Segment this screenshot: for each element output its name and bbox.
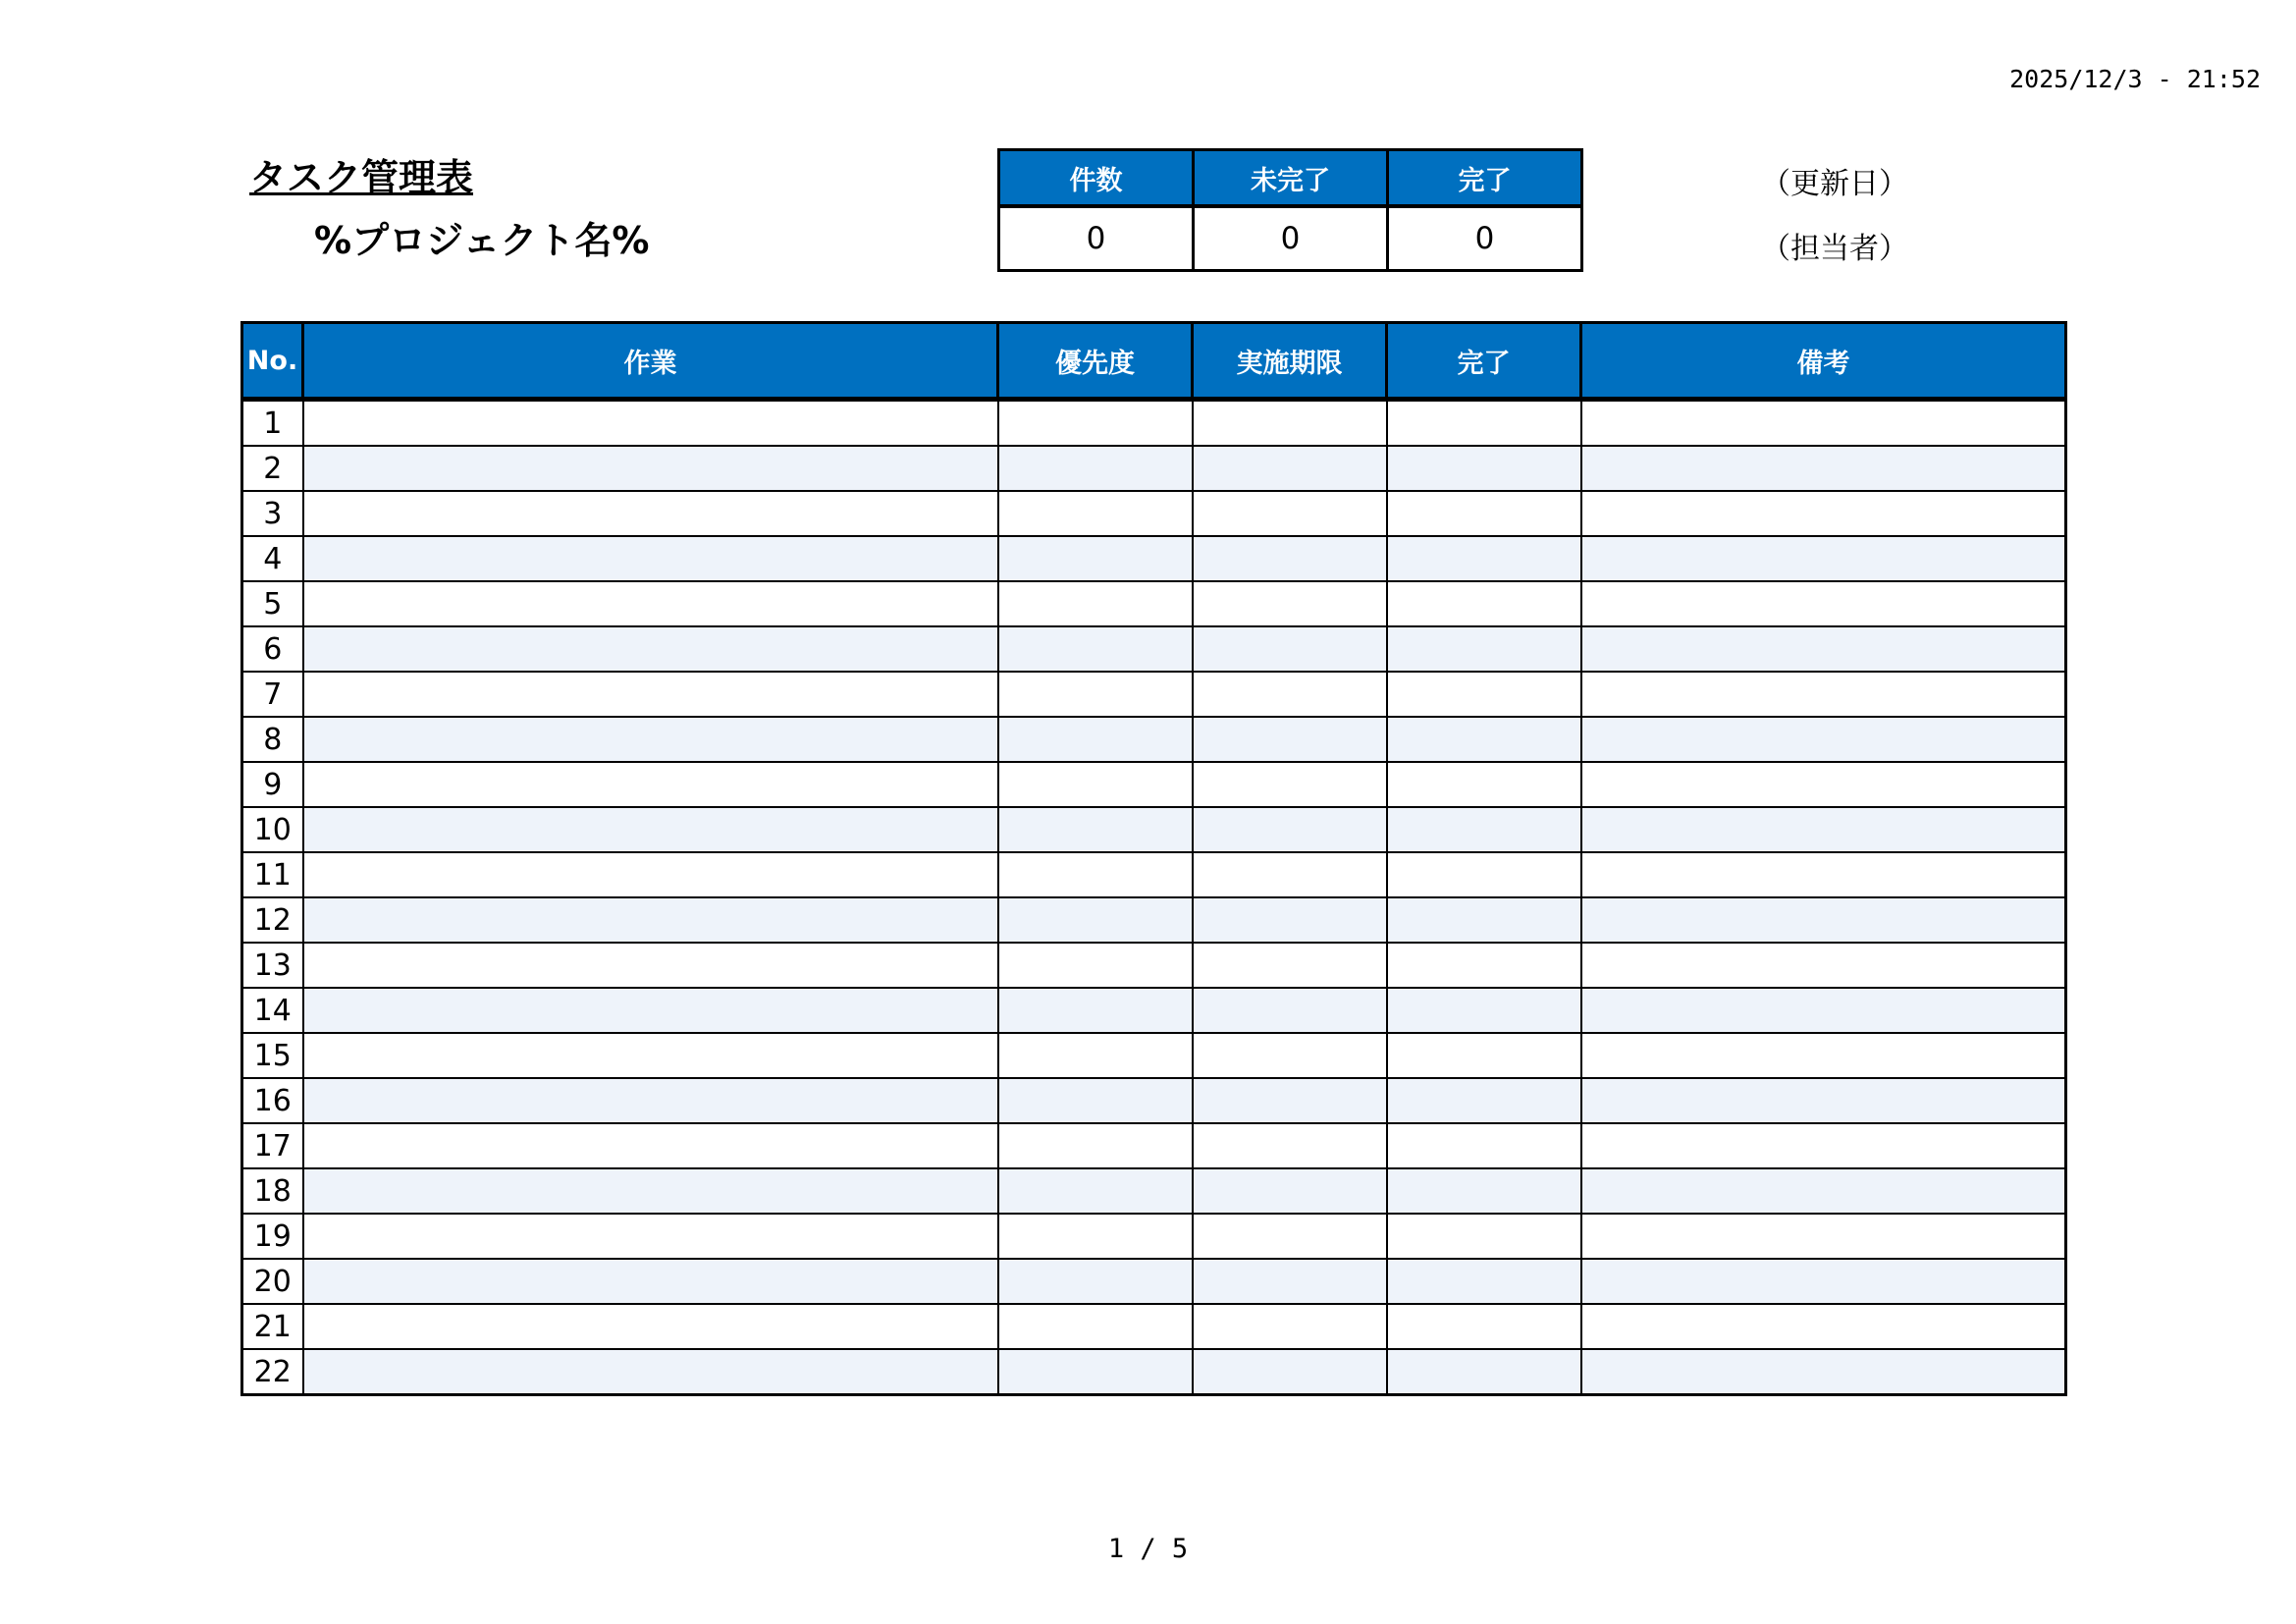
done-cell[interactable] [1387, 897, 1581, 943]
notes-cell[interactable] [1581, 897, 2066, 943]
priority-cell[interactable] [998, 626, 1193, 672]
summary-value-complete: 0 [1388, 206, 1582, 271]
col-header-task: 作業 [303, 323, 998, 400]
done-cell[interactable] [1387, 852, 1581, 897]
priority-cell[interactable] [998, 762, 1193, 807]
task-cell[interactable] [303, 1349, 998, 1395]
deadline-cell[interactable] [1193, 1168, 1387, 1214]
done-cell[interactable] [1387, 1214, 1581, 1259]
priority-cell[interactable] [998, 536, 1193, 581]
task-cell[interactable] [303, 897, 998, 943]
deadline-cell[interactable] [1193, 672, 1387, 717]
priority-cell[interactable] [998, 1304, 1193, 1349]
col-header-done: 完了 [1387, 323, 1581, 400]
table-row [242, 852, 2066, 897]
table-row [242, 400, 2066, 447]
task-cell[interactable] [303, 943, 998, 988]
task-cell[interactable] [303, 1078, 998, 1123]
priority-cell[interactable] [998, 943, 1193, 988]
row-number: 19 [242, 1214, 303, 1259]
summary-value-incomplete: 0 [1194, 206, 1388, 271]
priority-cell[interactable] [998, 1123, 1193, 1168]
done-cell[interactable] [1387, 1168, 1581, 1214]
task-table [240, 321, 2067, 1396]
done-cell[interactable] [1387, 446, 1581, 491]
page-number: 1 / 5 [1107, 1534, 1189, 1564]
priority-cell[interactable] [998, 1078, 1193, 1123]
task-cell[interactable] [303, 988, 998, 1033]
task-cell[interactable] [303, 1123, 998, 1168]
table-row [242, 807, 2066, 852]
deadline-cell[interactable] [1193, 1349, 1387, 1395]
priority-cell[interactable] [998, 446, 1193, 491]
row-number: 7 [242, 672, 303, 717]
done-cell[interactable] [1387, 762, 1581, 807]
notes-cell[interactable] [1581, 536, 2066, 581]
summary-header-complete: 完了 [1388, 150, 1582, 207]
col-header-priority: 優先度 [998, 323, 1193, 400]
row-number: 2 [242, 446, 303, 491]
notes-cell[interactable] [1581, 1349, 2066, 1395]
row-number: 11 [242, 852, 303, 897]
table-row [242, 1123, 2066, 1168]
done-cell[interactable] [1387, 1349, 1581, 1395]
notes-cell[interactable] [1581, 852, 2066, 897]
notes-cell[interactable] [1581, 1123, 2066, 1168]
deadline-cell[interactable] [1193, 717, 1387, 762]
notes-cell[interactable] [1581, 807, 2066, 852]
row-number: 18 [242, 1168, 303, 1214]
done-cell[interactable] [1387, 1259, 1581, 1304]
task-cell[interactable] [303, 852, 998, 897]
task-cell[interactable] [303, 1168, 998, 1214]
col-header-notes: 備考 [1581, 323, 2066, 400]
table-row [242, 897, 2066, 943]
table-row [242, 1214, 2066, 1259]
task-cell[interactable] [303, 672, 998, 717]
task-cell[interactable] [303, 1259, 998, 1304]
table-row [242, 717, 2066, 762]
done-cell[interactable] [1387, 1078, 1581, 1123]
table-row [242, 1349, 2066, 1395]
priority-cell[interactable] [998, 988, 1193, 1033]
notes-cell[interactable] [1581, 400, 2066, 447]
table-row [242, 626, 2066, 672]
deadline-cell[interactable] [1193, 1033, 1387, 1078]
deadline-cell[interactable] [1193, 1214, 1387, 1259]
row-number: 5 [242, 581, 303, 626]
col-header-deadline: 実施期限 [1193, 323, 1387, 400]
priority-cell[interactable] [998, 897, 1193, 943]
summary-box [997, 148, 1583, 272]
done-cell[interactable] [1387, 1304, 1581, 1349]
table-row [242, 1078, 2066, 1123]
priority-cell[interactable] [998, 852, 1193, 897]
table-row [242, 491, 2066, 536]
row-number: 8 [242, 717, 303, 762]
notes-cell[interactable] [1581, 943, 2066, 988]
table-row [242, 1033, 2066, 1078]
priority-cell[interactable] [998, 717, 1193, 762]
deadline-cell[interactable] [1193, 1304, 1387, 1349]
done-cell[interactable] [1387, 400, 1581, 447]
row-number: 4 [242, 536, 303, 581]
notes-cell[interactable] [1581, 491, 2066, 536]
deadline-cell[interactable] [1193, 1078, 1387, 1123]
row-number: 22 [242, 1349, 303, 1395]
deadline-cell[interactable] [1193, 626, 1387, 672]
done-cell[interactable] [1387, 1123, 1581, 1168]
summary-value-count: 0 [999, 206, 1194, 271]
done-cell[interactable] [1387, 1033, 1581, 1078]
priority-cell[interactable] [998, 672, 1193, 717]
notes-cell[interactable] [1581, 1214, 2066, 1259]
notes-cell[interactable] [1581, 626, 2066, 672]
deadline-cell[interactable] [1193, 581, 1387, 626]
priority-cell[interactable] [998, 400, 1193, 447]
notes-cell[interactable] [1581, 1078, 2066, 1123]
notes-cell[interactable] [1581, 762, 2066, 807]
table-row [242, 1259, 2066, 1304]
done-cell[interactable] [1387, 943, 1581, 988]
notes-cell[interactable] [1581, 988, 2066, 1033]
task-cell[interactable] [303, 762, 998, 807]
done-cell[interactable] [1387, 581, 1581, 626]
deadline-cell[interactable] [1193, 943, 1387, 988]
row-number: 17 [242, 1123, 303, 1168]
priority-cell[interactable] [998, 1349, 1193, 1395]
notes-cell[interactable] [1581, 581, 2066, 626]
row-number: 14 [242, 988, 303, 1033]
task-cell[interactable] [303, 536, 998, 581]
project-name: %プロジェクト名% [314, 219, 650, 262]
row-number: 13 [242, 943, 303, 988]
table-row [242, 762, 2066, 807]
row-number: 20 [242, 1259, 303, 1304]
row-number: 6 [242, 626, 303, 672]
deadline-cell[interactable] [1193, 400, 1387, 447]
deadline-cell[interactable] [1193, 988, 1387, 1033]
table-row [242, 672, 2066, 717]
table-row [242, 1304, 2066, 1349]
row-number: 15 [242, 1033, 303, 1078]
deadline-cell[interactable] [1193, 852, 1387, 897]
deadline-cell[interactable] [1193, 446, 1387, 491]
notes-cell[interactable] [1581, 1033, 2066, 1078]
done-cell[interactable] [1387, 491, 1581, 536]
row-number: 3 [242, 491, 303, 536]
notes-cell[interactable] [1581, 1304, 2066, 1349]
priority-cell[interactable] [998, 1214, 1193, 1259]
notes-cell[interactable] [1581, 1259, 2066, 1304]
done-cell[interactable] [1387, 536, 1581, 581]
done-cell[interactable] [1387, 717, 1581, 762]
priority-cell[interactable] [998, 581, 1193, 626]
notes-cell[interactable] [1581, 717, 2066, 762]
deadline-cell[interactable] [1193, 1123, 1387, 1168]
done-cell[interactable] [1387, 626, 1581, 672]
deadline-cell[interactable] [1193, 897, 1387, 943]
person-in-charge-label: （担当者） [1761, 232, 1908, 266]
table-row [242, 1168, 2066, 1214]
task-cell[interactable] [303, 717, 998, 762]
task-cell[interactable] [303, 581, 998, 626]
row-number: 16 [242, 1078, 303, 1123]
deadline-cell[interactable] [1193, 807, 1387, 852]
sheet-title: タスク管理表 [249, 156, 474, 199]
priority-cell[interactable] [998, 491, 1193, 536]
row-number: 21 [242, 1304, 303, 1349]
table-row [242, 988, 2066, 1033]
row-number: 10 [242, 807, 303, 852]
summary-header-incomplete: 未完了 [1194, 150, 1388, 207]
task-table-header-row [242, 323, 2066, 400]
done-cell[interactable] [1387, 988, 1581, 1033]
deadline-cell[interactable] [1193, 762, 1387, 807]
col-header-no: No. [242, 323, 303, 400]
notes-cell[interactable] [1581, 1168, 2066, 1214]
task-cell[interactable] [303, 1304, 998, 1349]
updated-date-label: （更新日） [1761, 167, 1908, 201]
task-cell[interactable] [303, 1033, 998, 1078]
done-cell[interactable] [1387, 807, 1581, 852]
task-cell[interactable] [303, 491, 998, 536]
priority-cell[interactable] [998, 807, 1193, 852]
table-row [242, 536, 2066, 581]
deadline-cell[interactable] [1193, 491, 1387, 536]
deadline-cell[interactable] [1193, 536, 1387, 581]
notes-cell[interactable] [1581, 672, 2066, 717]
table-row [242, 581, 2066, 626]
task-cell[interactable] [303, 446, 998, 491]
table-row [242, 943, 2066, 988]
row-number: 12 [242, 897, 303, 943]
deadline-cell[interactable] [1193, 1259, 1387, 1304]
row-number: 1 [242, 400, 303, 447]
notes-cell[interactable] [1581, 446, 2066, 491]
task-cell[interactable] [303, 400, 998, 447]
task-cell[interactable] [303, 1214, 998, 1259]
task-cell[interactable] [303, 626, 998, 672]
done-cell[interactable] [1387, 672, 1581, 717]
priority-cell[interactable] [998, 1168, 1193, 1214]
row-number: 9 [242, 762, 303, 807]
task-cell[interactable] [303, 807, 998, 852]
summary-header-count: 件数 [999, 150, 1194, 207]
print-datetime: 2025/12/3 - 21:52 [2009, 65, 2261, 93]
table-row [242, 446, 2066, 491]
priority-cell[interactable] [998, 1033, 1193, 1078]
priority-cell[interactable] [998, 1259, 1193, 1304]
